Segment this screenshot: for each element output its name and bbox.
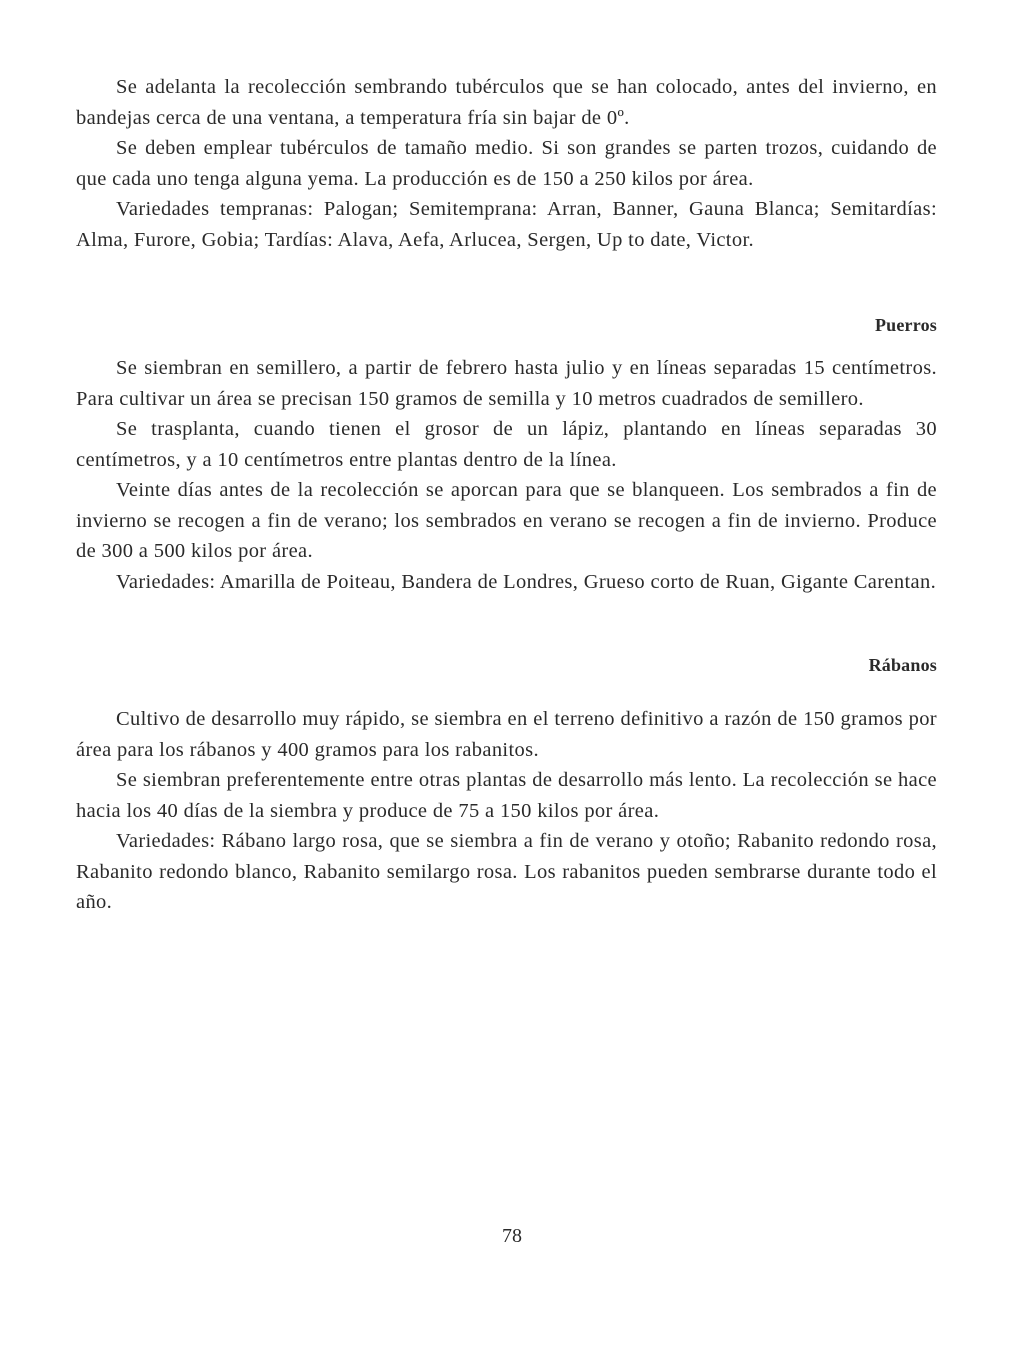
puerros-section — [76, 315, 937, 597]
paragraph: Variedades: Rábano largo rosa, que se siembra a fin de verano y otoño; Rabanito redondo rosa, Rabanito redondo blanco, Rabanito semilargo rosa. Los rabanitos pueden sembrarse durante todo el año. — [76, 830, 937, 913]
paragraph: Variedades tempranas: Palogan; Semitemprana: Arran, Banner, Gauna Blanca; Semitardías: Alma, Furore, Gobia; Tardías: Alava, Aefa, Arlucea, Sergen, Up to date, Victor. — [76, 198, 937, 251]
section-heading-puerros: Puerros — [874, 315, 937, 335]
paragraph: Veinte días antes de la recolección se aporcan para que se blanqueen. Los sembrados a fin de invierno se recogen a fin de verano; los sembrados en verano se recogen a fin de invierno. Produce de 300 a 500 kilos por área. — [76, 479, 937, 562]
section-heading-rabanos: Rábanos — [868, 655, 937, 675]
paragraph: Se siembran en semillero, a partir de febrero hasta julio y en líneas separadas 15 centímetros. Para cultivar un área se precisan 150 gramos de semilla y 10 metros cuadrados de semillero. — [76, 357, 937, 410]
paragraph: Se siembran preferentemente entre otras plantas de desarrollo más lento. La recolección se hace hacia los 40 días de la siembra y produce de 75 a 150 kilos por área. — [76, 769, 937, 822]
paragraph: Cultivo de desarrollo muy rápido, se siembra en el terreno definitivo a razón de 150 gramos por área para los rábanos y 400 gramos para los rabanitos. — [76, 708, 937, 761]
paragraph: Se adelanta la recolección sembrando tubérculos que se han colocado, antes del invierno, en bandejas cerca de una ventana, a temperatura fría sin bajar de 0º. — [76, 76, 937, 129]
paragraph: Se trasplanta, cuando tienen el grosor de un lápiz, plantando en líneas separadas 30 centímetros, y a 10 centímetros entre plantas dentro de la línea. — [76, 418, 937, 471]
intro-section — [76, 72, 937, 255]
rabanos-section — [76, 655, 937, 918]
page-body — [76, 72, 937, 918]
page-number: 78 — [502, 1225, 522, 1247]
paragraph: Variedades: Amarilla de Poiteau, Bandera de Londres, Grueso corto de Ruan, Gigante Carentan. — [116, 570, 937, 593]
paragraph: Se deben emplear tubérculos de tamaño medio. Si son grandes se parten trozos, cuidando de que cada uno tenga alguna yema. La producción es de 150 a 250 kilos por área. — [76, 137, 937, 190]
